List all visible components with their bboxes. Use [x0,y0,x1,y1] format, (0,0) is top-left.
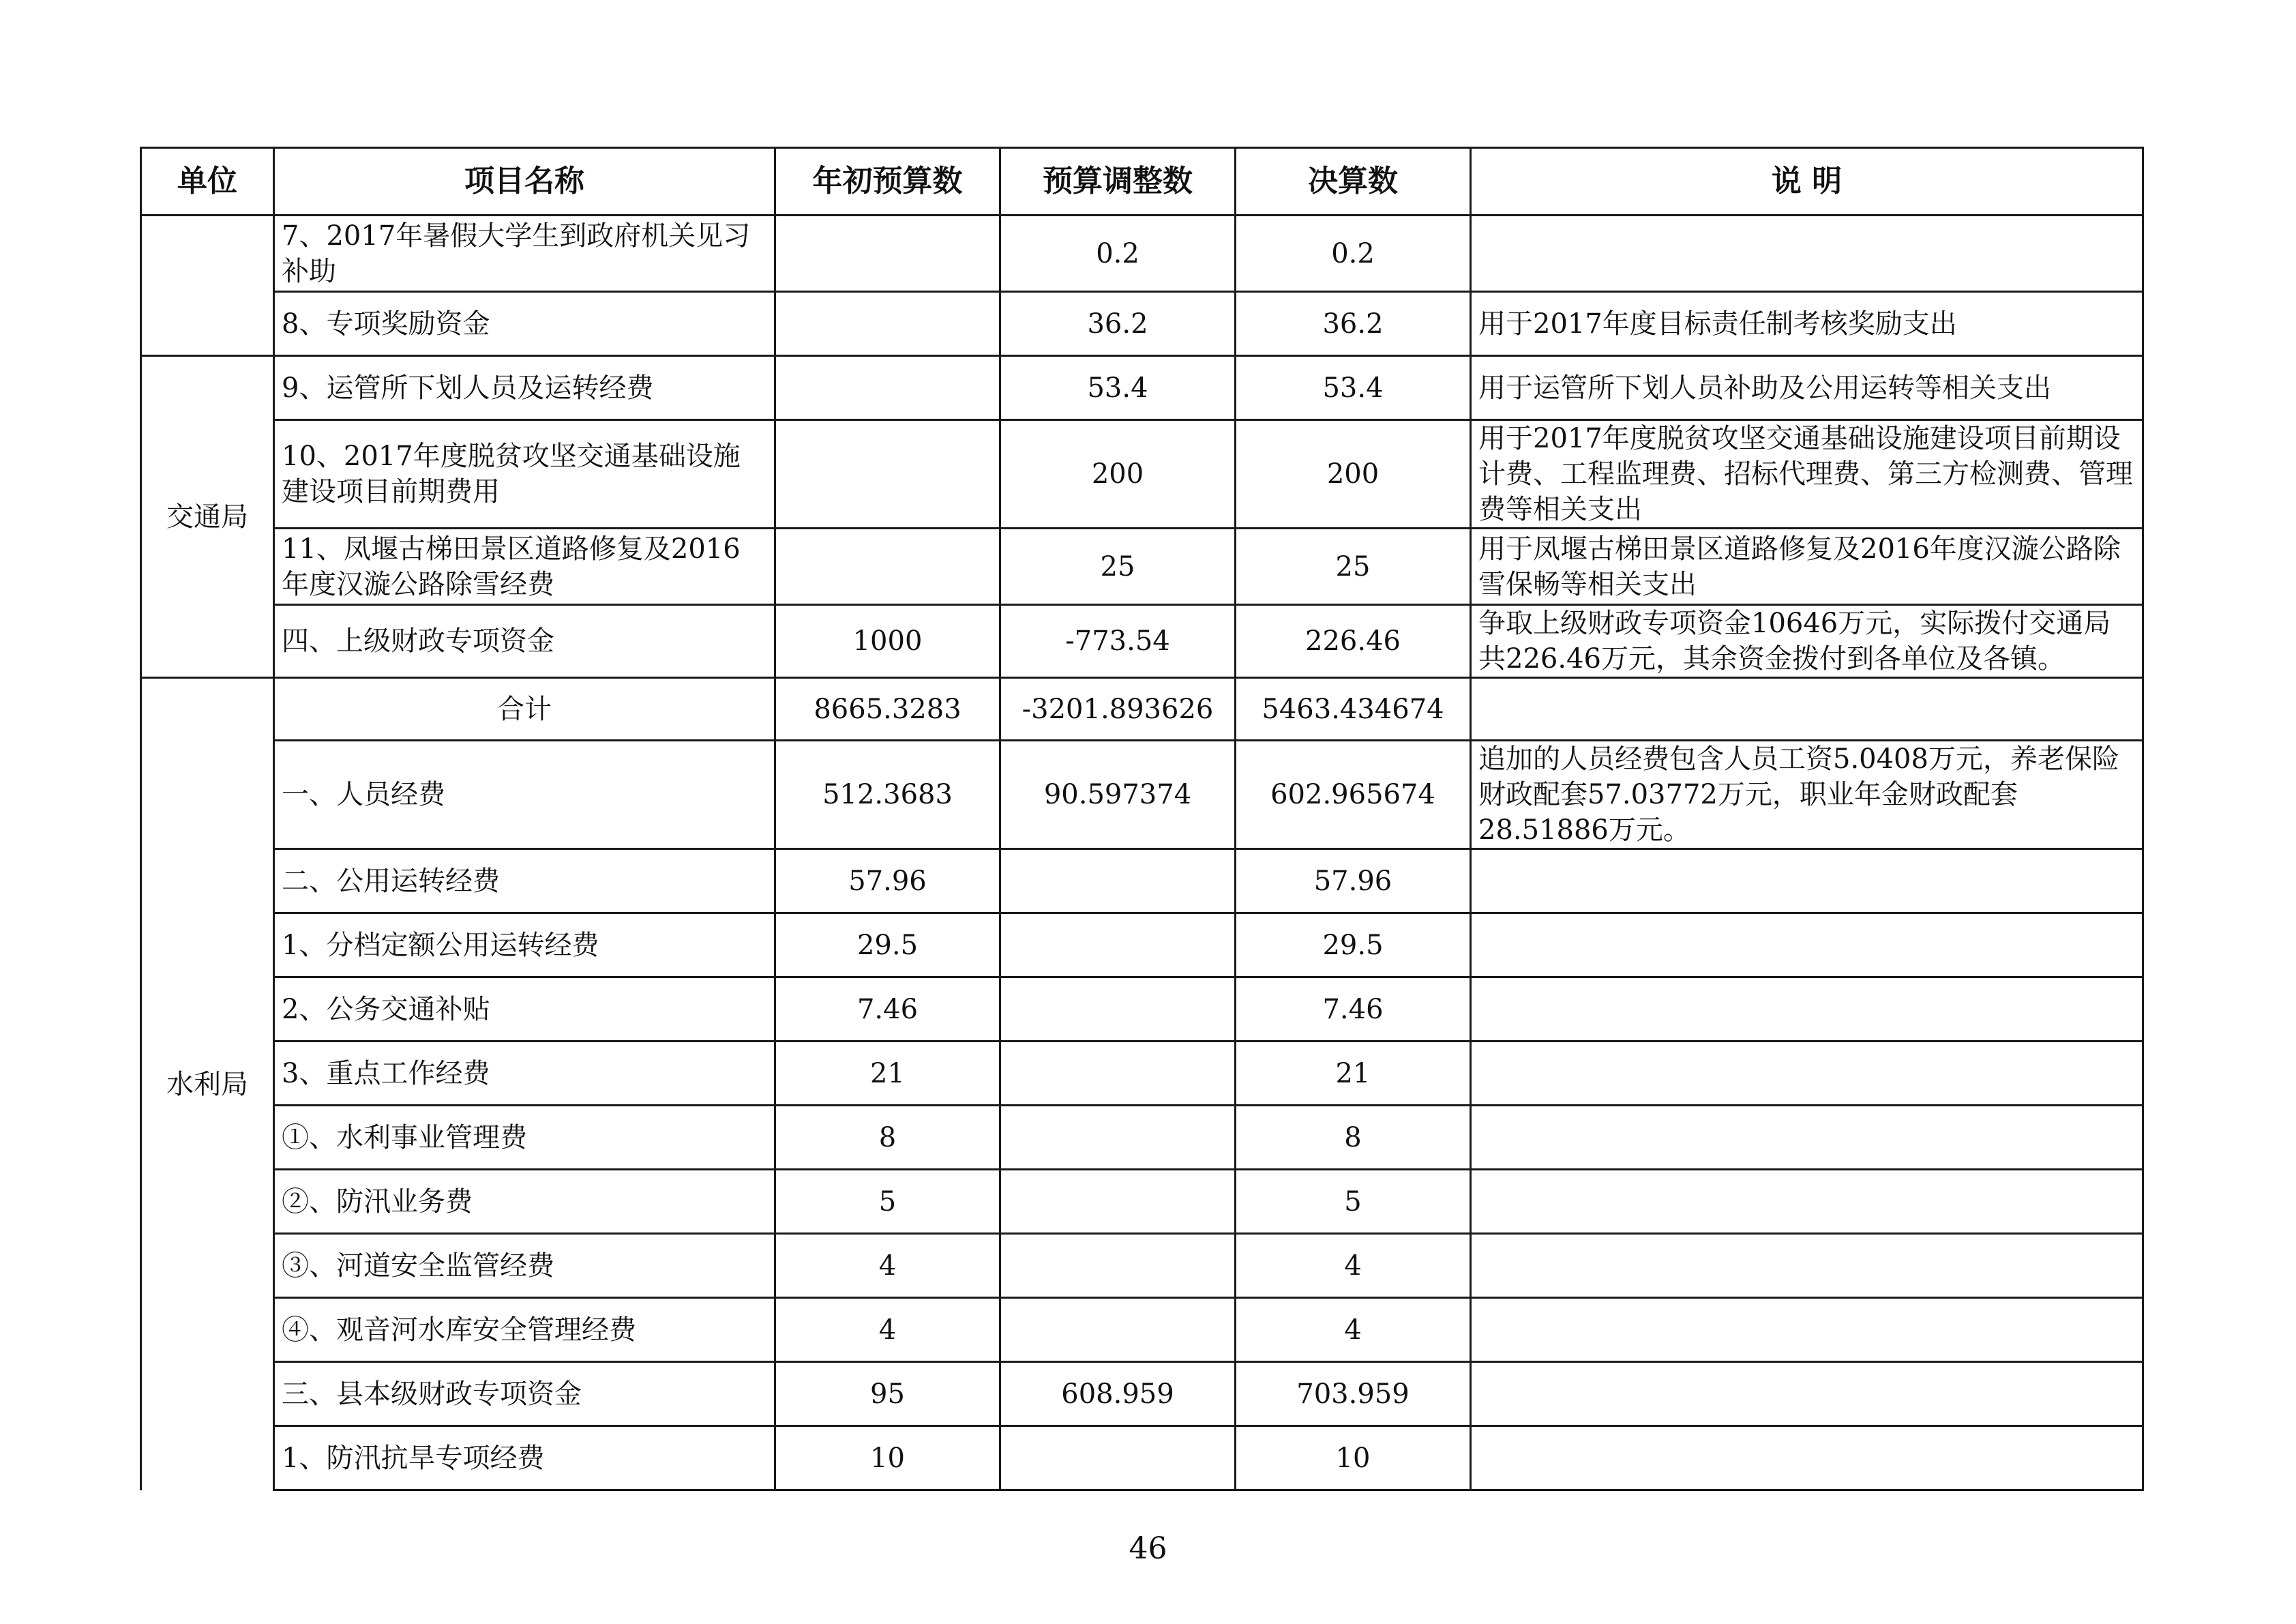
final-account: 602.965674 [1236,741,1471,849]
note [1471,1362,2143,1426]
budget-adjustment: -3201.893626 [1000,678,1236,741]
note: 用于运管所下划人员补助及公用运转等相关支出 [1471,356,2143,420]
final-account: 0.2 [1236,216,1471,292]
note [1471,1426,2143,1490]
final-account: 5463.434674 [1236,678,1471,741]
initial-budget: 8665.3283 [775,678,1000,741]
final-account: 4 [1236,1234,1471,1298]
column-header-note: 说 明 [1471,148,2143,216]
item-name: 7、2017年暑假大学生到政府机关见习补助 [274,216,775,292]
item-name: 合计 [274,678,775,741]
item-name: ②、防汛业务费 [274,1170,775,1234]
budget-adjustment [1000,1426,1236,1490]
table-row [141,1170,2143,1234]
budget-adjustment: 90.597374 [1000,741,1236,849]
item-name: 1、防汛抗旱专项经费 [274,1426,775,1490]
initial-budget: 7.46 [775,977,1000,1042]
item-name: 11、凤堰古梯田景区道路修复及2016年度汉漩公路除雪经费 [274,529,775,605]
final-account: 8 [1236,1106,1471,1170]
table-row [141,678,2143,741]
table-header-row [141,148,2143,216]
final-account: 21 [1236,1042,1471,1106]
budget-adjustment: 36.2 [1000,292,1236,356]
initial-budget [775,356,1000,420]
table-row [141,356,2143,420]
final-account: 25 [1236,529,1471,605]
note [1471,1234,2143,1298]
initial-budget: 5 [775,1170,1000,1234]
final-account: 4 [1236,1298,1471,1362]
note: 追加的人员经费包含人员工资5.0408万元，养老保险财政配套57.03772万元，职业年金财政配套28.51886万元。 [1471,741,2143,849]
item-name: 10、2017年度脱贫攻坚交通基础设施建设项目前期费用 [274,420,775,529]
budget-adjustment [1000,1234,1236,1298]
table-row [141,216,2143,292]
budget-table [140,147,2144,1491]
item-name: ③、河道安全监管经费 [274,1234,775,1298]
table-row [141,741,2143,849]
initial-budget: 10 [775,1426,1000,1490]
initial-budget: 57.96 [775,849,1000,913]
final-account: 10 [1236,1426,1471,1490]
note [1471,849,2143,913]
budget-adjustment: 608.959 [1000,1362,1236,1426]
note [1471,913,2143,977]
budget-sheet [140,147,2142,1491]
unit-cell-water: 水利局 [141,678,274,1490]
item-name: 二、公用运转经费 [274,849,775,913]
item-name: ①、水利事业管理费 [274,1106,775,1170]
table-row [141,1106,2143,1170]
column-header-adjust: 预算调整数 [1000,148,1236,216]
final-account: 703.959 [1236,1362,1471,1426]
table-row [141,1426,2143,1490]
note [1471,1106,2143,1170]
note [1471,1298,2143,1362]
final-account: 5 [1236,1170,1471,1234]
budget-adjustment [1000,1106,1236,1170]
budget-adjustment [1000,1042,1236,1106]
budget-adjustment: 25 [1000,529,1236,605]
initial-budget [775,529,1000,605]
initial-budget: 1000 [775,605,1000,678]
item-name: 2、公务交通补贴 [274,977,775,1042]
initial-budget: 8 [775,1106,1000,1170]
table-row [141,1234,2143,1298]
table-row [141,977,2143,1042]
table-row [141,292,2143,356]
final-account: 29.5 [1236,913,1471,977]
note: 用于凤堰古梯田景区道路修复及2016年度汉漩公路除雪保畅等相关支出 [1471,529,2143,605]
item-name: 四、上级财政专项资金 [274,605,775,678]
initial-budget [775,420,1000,529]
final-account: 57.96 [1236,849,1471,913]
table-row [141,913,2143,977]
table-row [141,529,2143,605]
unit-cell-previous [141,216,274,356]
column-header-initial: 年初预算数 [775,148,1000,216]
final-account: 53.4 [1236,356,1471,420]
initial-budget: 4 [775,1298,1000,1362]
item-name: 3、重点工作经费 [274,1042,775,1106]
item-name: 一、人员经费 [274,741,775,849]
initial-budget [775,216,1000,292]
table-row [141,605,2143,678]
item-name: 三、县本级财政专项资金 [274,1362,775,1426]
table-row [141,420,2143,529]
column-header-unit: 单位 [141,148,274,216]
final-account: 36.2 [1236,292,1471,356]
final-account: 200 [1236,420,1471,529]
budget-adjustment [1000,1298,1236,1362]
note [1471,1170,2143,1234]
budget-adjustment: 200 [1000,420,1236,529]
item-name: 8、专项奖励资金 [274,292,775,356]
initial-budget: 512.3683 [775,741,1000,849]
budget-adjustment [1000,1170,1236,1234]
note [1471,216,2143,292]
initial-budget: 21 [775,1042,1000,1106]
note [1471,1042,2143,1106]
budget-adjustment [1000,849,1236,913]
final-account: 226.46 [1236,605,1471,678]
note: 用于2017年度目标责任制考核奖励支出 [1471,292,2143,356]
note: 争取上级财政专项资金10646万元，实际拨付交通局共226.46万元，其余资金拨付到各单位及各镇。 [1471,605,2143,678]
column-header-final: 决算数 [1236,148,1471,216]
initial-budget: 95 [775,1362,1000,1426]
unit-cell-transport: 交通局 [141,356,274,678]
item-name: 9、运管所下划人员及运转经费 [274,356,775,420]
final-account: 7.46 [1236,977,1471,1042]
table-row [141,1042,2143,1106]
page-number: 46 [1129,1531,1167,1566]
table-row [141,849,2143,913]
budget-adjustment: 0.2 [1000,216,1236,292]
column-header-name: 项目名称 [274,148,775,216]
note [1471,678,2143,741]
note [1471,977,2143,1042]
initial-budget: 4 [775,1234,1000,1298]
initial-budget: 29.5 [775,913,1000,977]
item-name: ④、观音河水库安全管理经费 [274,1298,775,1362]
budget-adjustment: -773.54 [1000,605,1236,678]
item-name: 1、分档定额公用运转经费 [274,913,775,977]
note: 用于2017年度脱贫攻坚交通基础设施建设项目前期设计费、工程监理费、招标代理费、第三方检测费、管理费等相关支出 [1471,420,2143,529]
budget-adjustment [1000,913,1236,977]
table-row [141,1362,2143,1426]
budget-adjustment [1000,977,1236,1042]
budget-adjustment: 53.4 [1000,356,1236,420]
table-row [141,1298,2143,1362]
initial-budget [775,292,1000,356]
